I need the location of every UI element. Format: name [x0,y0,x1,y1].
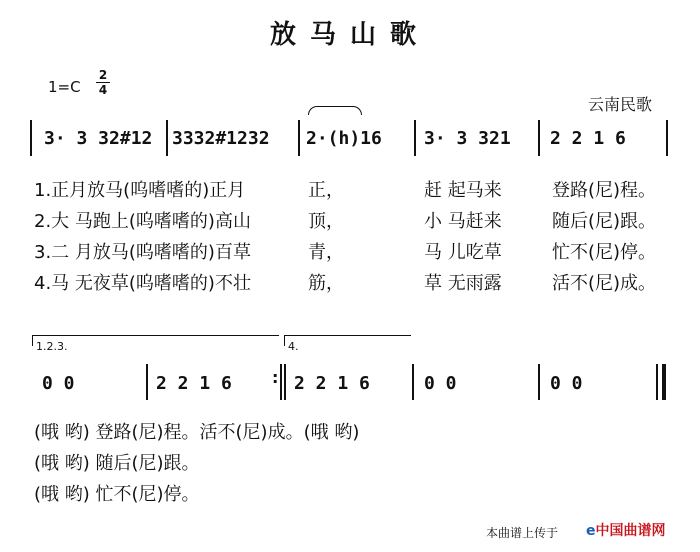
lyric-line-2: (哦 哟) 随后(尼)跟。 [34,453,200,474]
verse-1-left: 1.正月放马(呜嗜嗜的)正月 [34,180,246,201]
measure-10: 0 0 [550,373,583,394]
verse-2-r2: 随后(尼)跟。 [552,211,657,232]
barline [538,364,540,400]
verse-2-left: 2.大 马跑上(呜嗜嗜的)高山 [34,211,251,232]
slur [308,106,362,115]
measure-9: 0 0 [424,373,457,394]
measure-2: 3332#1232 [172,128,270,149]
second-ending-bracket [284,335,411,346]
measure-8: 2 2 1 6 [294,373,370,394]
barline [538,120,540,156]
measure-3: 2·(h)16 [306,128,382,149]
verse-4-r1: 草 无雨露 [424,273,502,294]
verse-4-left: 4.马 无夜草(呜嗜嗜的)不壮 [34,273,251,294]
verse-4-mid: 筋， [308,273,344,294]
first-ending-bracket [32,335,279,346]
barline [414,120,416,156]
second-ending-label: 4. [288,340,299,353]
song-source: 云南民歌 [588,95,653,114]
verse-2-mid: 顶， [308,211,344,232]
footer-text: 本曲谱上传于 [486,526,559,540]
measure-4: 3· 3 321 [424,128,511,149]
time-signature [96,69,110,96]
barline [280,364,282,400]
barline [412,364,414,400]
verse-4-r2: 活不(尼)成。 [552,273,657,294]
verse-3-mid: 青， [308,242,344,263]
barline [166,120,168,156]
barline [666,120,668,156]
time-signature-bottom: 4 [98,83,108,97]
verse-3-r2: 忙不(尼)停。 [552,242,657,263]
logo-text: 中国曲谱网 [595,523,666,539]
verse-1-r2: 登路(尼)程。 [552,180,657,201]
barline [298,120,300,156]
barline [30,120,32,156]
measure-5: 2 2 1 6 [550,128,626,149]
logo-mark: e [586,523,596,539]
barline [284,364,286,400]
first-ending-label: 1.2.3. [36,340,68,353]
time-signature-top: 2 [98,68,108,82]
repeat-sign: : [272,368,279,387]
final-barline [662,364,666,400]
verse-3-left: 3.二 月放马(呜嗜嗜的)百草 [34,242,251,263]
key-signature: 1=C [48,78,81,96]
barline [656,364,658,400]
verse-2-r1: 小 马赶来 [424,211,502,232]
measure-7: 2 2 1 6 [156,373,232,394]
site-logo[interactable] [586,520,666,540]
barline [146,364,148,400]
verse-3-r1: 马 儿吃草 [424,242,502,263]
measure-1: 3· 3 32#12 [44,128,153,149]
lyric-line-3: (哦 哟) 忙不(尼)停。 [34,484,200,505]
verse-1-r1: 赶 起马来 [424,180,502,201]
measure-6: 0 0 [42,373,75,394]
page-title: 放马山歌 [269,20,430,50]
verse-1-mid: 正， [308,180,344,201]
lyric-line-1: (哦 哟) 登路(尼)程。活不(尼)成。(哦 哟) [34,422,360,443]
